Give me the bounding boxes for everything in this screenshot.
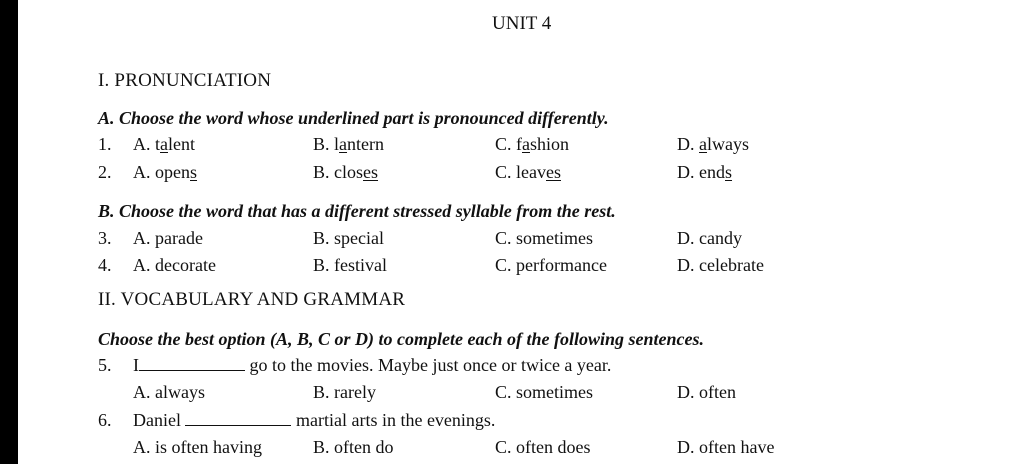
option-a[interactable]: A. is often having [133,437,262,457]
option-a[interactable]: A. opens [133,162,198,182]
section-pronunciation-heading: I. PRONUNCIATION [98,70,272,91]
option-d[interactable]: D. often [677,382,736,402]
option-d[interactable]: D. candy [677,228,742,248]
question-number: 1. [98,134,112,154]
answer-blank[interactable] [185,411,291,426]
question-3 [18,228,1024,252]
question-number: 2. [98,162,112,182]
question-number: 4. [98,255,112,275]
answer-blank[interactable] [139,356,245,371]
option-a[interactable]: A. decorate [133,255,216,275]
worksheet-page [18,0,1024,464]
part-b-instruction: B. Choose the word that has a different stressed syllable from the rest. [98,201,616,221]
question-number: 5. [98,355,112,375]
option-c[interactable]: C. often does [495,437,591,457]
option-b[interactable]: B. often do [313,437,394,457]
section-2-instruction: Choose the best option (A, B, C or D) to complete each of the following sentences. [98,329,704,349]
section-vocabulary-heading: II. VOCABULARY AND GRAMMAR [98,289,406,310]
option-c[interactable]: C. fashion [495,134,570,154]
question-6-options [18,437,1024,461]
option-b[interactable]: B. special [313,228,384,248]
question-4 [18,255,1024,279]
option-c[interactable]: C. sometimes [495,228,593,248]
sentence: Daniel martial arts in the evenings. [133,410,496,430]
question-number: 3. [98,228,112,248]
option-a[interactable]: A. talent [133,134,195,154]
question-1 [18,134,1024,158]
option-d[interactable]: D. celebrate [677,255,764,275]
option-c[interactable]: C. sometimes [495,382,593,402]
option-b[interactable]: B. closes [313,162,379,182]
option-d[interactable]: D. often have [677,437,775,457]
option-b[interactable]: B. rarely [313,382,376,402]
option-d[interactable]: D. always [677,134,749,154]
option-a[interactable]: A. parade [133,228,203,248]
part-a-instruction: A. Choose the word whose underlined part is pronounced differently. [98,108,609,128]
question-2 [18,162,1024,186]
option-d[interactable]: D. ends [677,162,733,182]
question-number: 6. [98,410,112,430]
question-6-stem [18,410,1024,434]
option-c[interactable]: C. leaves [495,162,561,182]
unit-title: UNIT 4 [492,13,552,34]
option-b[interactable]: B. lantern [313,134,384,154]
sentence: I go to the movies. Maybe just once or twice a year. [133,355,612,375]
option-c[interactable]: C. performance [495,255,607,275]
question-5-options [18,382,1024,406]
question-5-stem [18,355,1024,379]
option-b[interactable]: B. festival [313,255,387,275]
option-a[interactable]: A. always [133,382,205,402]
